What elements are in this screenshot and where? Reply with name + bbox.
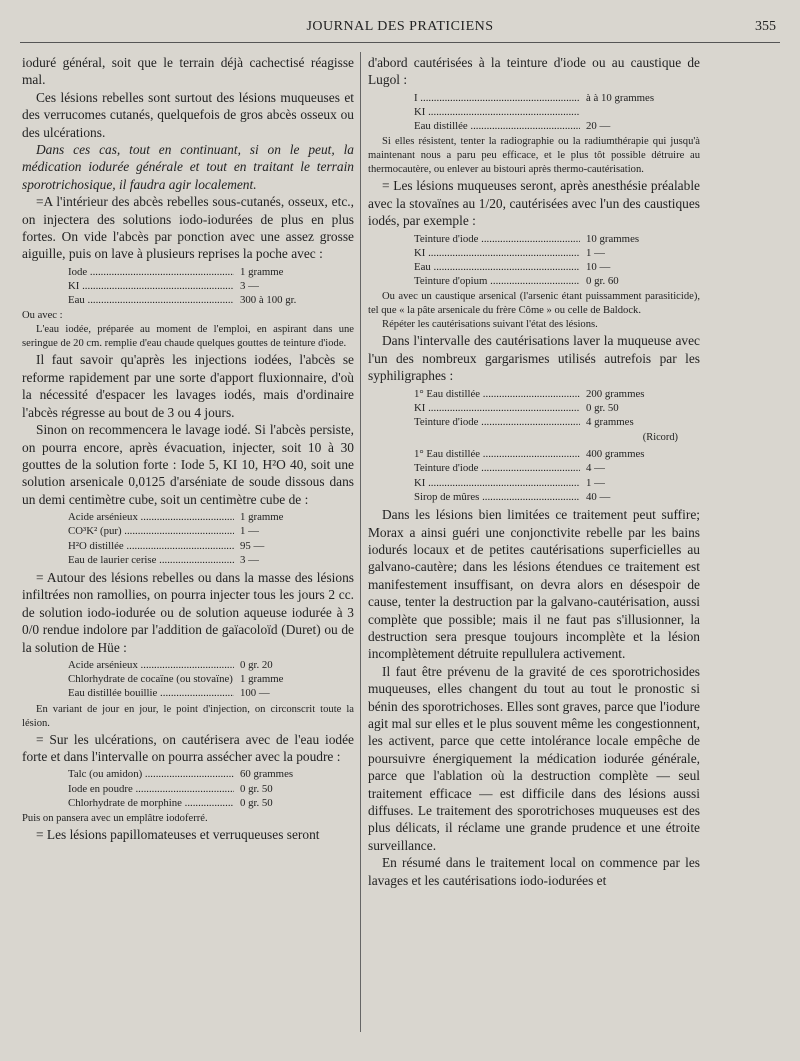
- paragraph-italic: Dans ces cas, tout en continuant, si on le peut, la médication iodurée générale et tout en traitant le terrain sporotrichosique, il faudra agir localement.: [22, 142, 354, 192]
- formula-line: Teinture d'opium ..... 0 gr. 60: [414, 274, 664, 288]
- note: Puis on pansera avec un emplâtre iodoferré.: [22, 813, 208, 825]
- note: En variant de jour en jour, le point d'injection, on circonscrit toute la lésion.: [22, 703, 354, 729]
- paragraph: Ces lésions rebelles sont surtout des lésions muqueuses et des verrucomes cutanés, quelquefois de gros abcès osseux ou des ulcérations.: [22, 89, 354, 140]
- column-divider: [360, 52, 361, 1032]
- paragraph: = Sur les ulcérations, on cautérisera avec de l'eau iodée forte et dans l'intervalle on pourra assécher avec la poudre :: [22, 731, 354, 764]
- formula-line: CO³K² (pur) ..... 1 —: [68, 524, 318, 538]
- formula-iodine-caustic: [414, 232, 664, 289]
- running-head: [20, 16, 780, 43]
- paragraph: Sinon on recommencera le lavage iodé. Si l'abcès persiste, on pourra encore, après évacuation, injecter, soit 10 à 30 gouttes de la solution forte : Iode 5, KI 10, H²O 40, soit une solution arsenicale 0,0125 d'arséniate de soude dissous dans un demi centimètre cube, soit un centimètre cube de :: [22, 422, 354, 507]
- formula-line: KI ..... 3 —: [68, 279, 318, 293]
- formula-line: Eau ..... 10 —: [414, 260, 664, 274]
- formula-gargle-2: [414, 447, 664, 504]
- page-number: 355: [755, 19, 776, 34]
- formula-line: 1° Eau distillée ..... 400 grammes: [414, 447, 664, 461]
- paragraph: = Les lésions muqueuses seront, après anesthésie préalable avec la stovaïnes au 1/20, cautérisées avec l'un des caustiques iodés, par exemple :: [368, 178, 700, 229]
- paragraph: =A l'intérieur des abcès rebelles sous-cutanés, osseux, etc., on injectera des solutions iodo-iodurées de plus en plus fortes. On vide l'abcès par ponction avec une assez grosse aiguille, puis on lave à plusieurs reprises la poche avec :: [22, 194, 354, 262]
- formula-line: H²O distillée ..... 95 —: [68, 539, 318, 553]
- formula-line: KI ..... 0 gr. 50: [414, 401, 664, 415]
- formula-line: I ..... à à 10 grammes: [414, 91, 664, 105]
- formula-gargle-1: [414, 387, 664, 430]
- formula-line: Chlorhydrate de cocaïne (ou stovaïne) ..... 1 gramme: [68, 672, 318, 686]
- formula-line: Iode en poudre ..... 0 gr. 50: [68, 782, 318, 796]
- formula-line: Sirop de mûres ..... 40 —: [414, 490, 664, 504]
- formula-lugol: [414, 91, 664, 134]
- attribution: (Ricord): [642, 432, 678, 444]
- formula-line: Talc (ou amidon) ..... 60 grammes: [68, 767, 318, 781]
- formula-line: 1° Eau distillée ..... 200 grammes: [414, 387, 664, 401]
- formula-line: Teinture d'iode ..... 4 —: [414, 461, 664, 475]
- note: Ou avec :: [22, 310, 63, 322]
- formula-line: Acide arsénieux ..... 0 gr. 20: [68, 658, 318, 672]
- formula-arsenical: [68, 510, 318, 567]
- formula-iodine-wash: [68, 265, 318, 308]
- formula-line: Eau ..... 300 à 100 gr.: [68, 293, 318, 307]
- formula-line: Chlorhydrate de morphine ..... 0 gr. 50: [68, 796, 318, 810]
- formula-line: Eau distillée bouillie ..... 100 —: [68, 686, 318, 700]
- paragraph: Il faut être prévenu de la gravité de ces sporotrichosides muqueuses, elles changent du tout au tout le pronostic si bénin des sporotrichoses. Elles sont graves, parce que l'iodure agit mal sur elles et le plus souvent même les congestionnent, les activent, parce que cette intolérance locale empêche de poursuivre énergiquement la médication iodurée générale, parce que l'ablation où la destruction complète — seul traitement efficace — est difficile dans des lésions aussi diffuses. Le traitement des sporotrichoses muqueuses est des plus délicats, il réclame une grande prudence et une étroite surveillance.: [368, 663, 700, 853]
- paragraph: Il faut savoir qu'après les injections iodées, l'abcès se reforme rapidement par une sorte d'apport fluxionnaire, d'où la nécessité d'espacer les lavages iodés, mais d'ordinaire l'abcès régresse au bout de 3 ou 4 jours.: [22, 352, 354, 420]
- paragraph: = Autour des lésions rebelles ou dans la masse des lésions infiltrées non ramollies, on pourra injecter tous les jours 2 cc. de solution iodo-iodurée ou de solution aqueuse iodurée à 3 0/0 rendue indolore par l'addition de gaïacoloïd (Duret) ou de la solution de Hüe :: [22, 569, 354, 655]
- formula-line: Eau distillée ..... 20 —: [414, 119, 664, 133]
- note: Ou avec un caustique arsenical (l'arsenic étant puissamment parasiticide), tel que « la pâte arsenicale du frère Côme » ou celle de Baldock.: [368, 291, 700, 317]
- note: L'eau iodée, préparée au moment de l'emploi, en aspirant dans une seringue de 20 cm. remplie d'eau chaude quelques gouttes de teinture d'iode.: [22, 324, 354, 350]
- paragraph: d'abord cautérisées à la teinture d'iode ou au caustique de Lugol :: [368, 55, 700, 88]
- paragraph: ioduré général, soit que le terrain déjà cachectisé réagisse mal.: [22, 55, 354, 88]
- note: Si elles résistent, tenter la radiographie ou la radiumthérapie qui jusqu'à maintenant nous a paru peu efficace, et le plus tôt possible détruire au thermocautère, ou enlever au bistouri après thermo-cautérisation.: [368, 136, 700, 176]
- formula-hue-solution: [68, 658, 318, 701]
- formula-line: KI ..... 1 —: [414, 476, 664, 490]
- note: Répéter les cautérisations suivant l'état des lésions.: [382, 319, 598, 331]
- formula-line: Acide arsénieux ..... 1 gramme: [68, 510, 318, 524]
- paragraph: Dans l'intervalle des cautérisations laver la muqueuse avec l'un des nombreux gargarismes utilisés autrefois par les syphiligraphes :: [368, 333, 700, 384]
- paragraph: En résumé dans le traitement local on commence par les lavages et les cautérisations iodo-iodurées et: [368, 855, 700, 888]
- journal-title: JOURNAL DES PRATICIENS: [306, 19, 494, 34]
- formula-line: Eau de laurier cerise ..... 3 —: [68, 553, 318, 567]
- formula-line: KI .....: [414, 105, 664, 119]
- paragraph: = Les lésions papillomateuses et verruqueuses seront: [36, 827, 320, 843]
- formula-line: Teinture d'iode ..... 4 grammes: [414, 415, 664, 429]
- paragraph: Dans les lésions bien limitées ce traitement peut suffire; Morax a ainsi guéri une conjonctivite rebelle par les bains iodurés locaux et de petites cautérisations superficielles au galvano-cautère; dans les lésions étendues ce traitement est manifestement insuffisant, on devra alors en désespoir de cause, tenter la destruction par la galvano-cautérisation, aussi complète que possible; mais il ne faut pas s'illusionner, la destruction sera presque toujours incomplète et la lésion incomplètement détruite repullulera activement.: [368, 507, 700, 662]
- formula-line: Iode ..... 1 gramme: [68, 265, 318, 279]
- left-column: [22, 54, 354, 843]
- formula-line: KI ..... 1 —: [414, 246, 664, 260]
- right-column: [368, 54, 700, 889]
- formula-line: Teinture d'iode ..... 10 grammes: [414, 232, 664, 246]
- formula-powder: [68, 767, 318, 810]
